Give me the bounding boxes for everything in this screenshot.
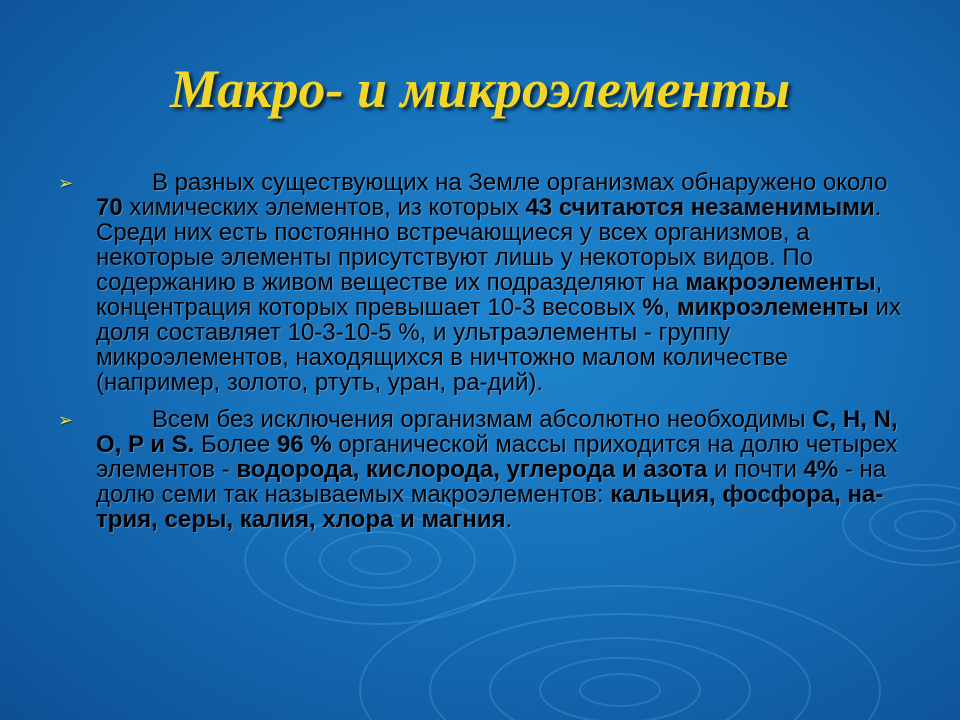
- bold-text-segment: кальция, фосфора, на-трия, серы, калия, хлора и магния: [96, 481, 884, 533]
- bold-text-segment: 70: [96, 194, 123, 221]
- bold-text-segment: 96 %: [276, 431, 332, 458]
- text-segment: . Среди них есть постоянно встречающиеся у всех организмов, а некоторые элементы присутствуют лишь у некоторых видов. По содержанию в живом веществе их подразделяют на: [96, 194, 882, 296]
- text-segment: ,: [663, 294, 677, 321]
- text-segment: органической массы приходится на долю четырех элементов -: [96, 431, 898, 483]
- bold-text-segment: водорода, кислорода, углерода и азота: [236, 456, 708, 483]
- arrowhead-icon: ➢: [58, 173, 74, 193]
- text-segment: , концентрация которых превышает 10-3 весовых: [96, 269, 883, 321]
- bullet-item: [58, 407, 908, 532]
- arrowhead-icon: ➢: [58, 410, 74, 430]
- text-segment: Более: [194, 431, 277, 458]
- slide-title: Макро- и микроэлементы: [169, 59, 791, 119]
- bullet-text: [96, 407, 908, 532]
- text-segment: Всем без исключения организмам абсолютно необходимы: [152, 406, 813, 433]
- bold-text-segment: макроэлементы: [685, 269, 876, 296]
- bold-text-segment: 43 считаются незаменимыми: [525, 194, 875, 221]
- text-segment: их доля составляет 10-3-10-5 %, и ультраэлементы - группу микроэлементов, находящихся в ничтожно малом количестве (например, золото, ртуть, уран, ра-дий).: [96, 294, 901, 396]
- text-segment: - на долю семи так называемых макроэлементов:: [96, 456, 887, 508]
- bold-text-segment: 4%: [803, 456, 839, 483]
- bold-text-segment: %: [642, 294, 664, 321]
- bold-text-segment: C, H, N, O, P и S.: [96, 406, 898, 458]
- text-segment: .: [505, 506, 513, 533]
- text-segment: В разных существующих на Земле организмах обнаружено около: [152, 169, 888, 196]
- bullet-item: [58, 170, 908, 395]
- text-segment: химических элементов, из которых: [122, 194, 526, 221]
- text-segment: и почти: [707, 456, 804, 483]
- slide-body: [58, 170, 908, 544]
- bold-text-segment: микроэлементы: [676, 294, 869, 321]
- bullet-text: [96, 170, 908, 395]
